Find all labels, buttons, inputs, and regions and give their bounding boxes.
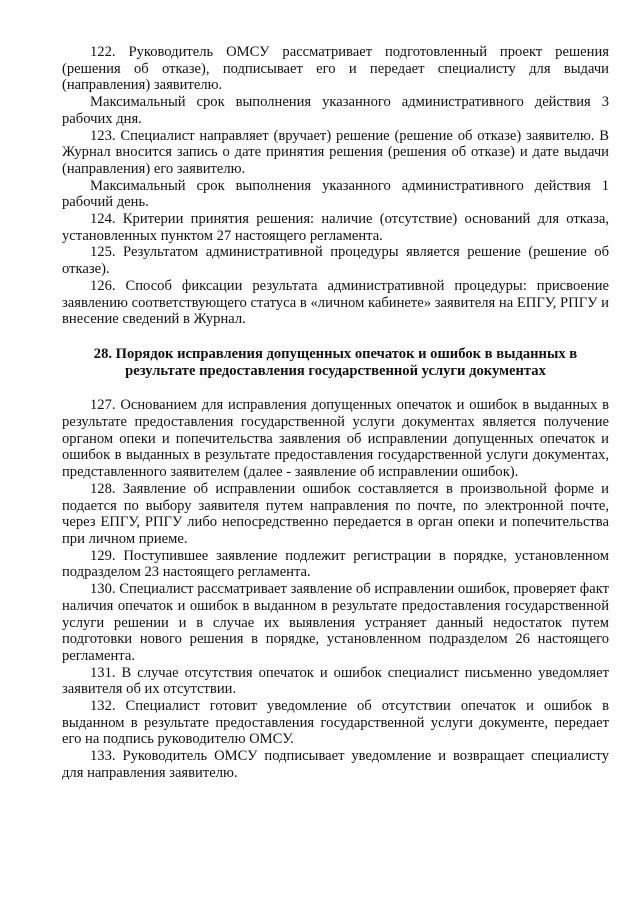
- paragraph-127: 127. Основанием для исправления допущенных опечаток и ошибок в выданных в результате предоставления государственной услуги документах является получение органом опеки и попечительства заявления об исправлении допущенных опечаток и ошибок в выданных в результате предоставления государственной услуги документах, представленного заявителем (далее - заявление об исправлении ошибок).: [62, 397, 609, 481]
- paragraph-133: 133. Руководитель ОМСУ подписывает уведомление и возвращает специалисту для направления заявителю.: [62, 748, 609, 781]
- section-title: 28. Порядок исправления допущенных опечаток и ошибок в выданных в результате предоставления государственной услуги документах: [93, 345, 578, 379]
- paragraph-131: 131. В случае отсутствия опечаток и ошибок специалист письменно уведомляет заявителя об их отсутствии.: [62, 664, 609, 698]
- paragraph-123: 123. Специалист направляет (вручает) решение (решение об отказе) заявителю. В Журнал вносится запись о дате принятия решения (решения об отказе) и дате выдачи (направления) его заявителю.: [62, 127, 609, 177]
- paragraph-128: 128. Заявление об исправлении ошибок составляется в произвольной форме и подается по выбору заявителя путем направления по почте, по электронной почте, через ЕПГУ, РПГУ либо непосредственно передается в орган опеки и попечительства при личном приеме.: [62, 480, 609, 547]
- document-page: [62, 44, 609, 782]
- paragraph-122: 122. Руководитель ОМСУ рассматривает подготовленный проект решения (решения об отказе), подписывает его и передает специалисту для выдачи (направления) заявителю.: [62, 44, 609, 94]
- paragraph-129: 129. Поступившее заявление подлежит регистрации в порядке, установленном подразделом 23 настоящего регламента.: [62, 547, 609, 581]
- paragraph-132: 132. Специалист готовит уведомление об отсутствии опечаток и ошибок в выданном в результате предоставления государственной услуги документе, передает его на подпись руководителю ОМСУ.: [62, 698, 609, 748]
- paragraph-124: 124. Критерии принятия решения: наличие (отсутствие) оснований для отказа, установленных пунктом 27 настоящего регламента.: [62, 211, 609, 244]
- paragraph-122-deadline: Максимальный срок выполнения указанного административного действия 3 рабочих дня.: [62, 94, 609, 127]
- paragraph-123-deadline: Максимальный срок выполнения указанного административного действия 1 рабочий день.: [62, 177, 609, 211]
- paragraph-130: 130. Специалист рассматривает заявление об исправлении ошибок, проверяет факт наличия опечаток и ошибок в выданном в результате предоставления государственной услуги решении и в случае их выявления устраняет данный недостаток путем подготовки нового решения в порядке, установленном подразделом 26 настоящего регламента.: [62, 581, 609, 664]
- paragraph-125: 125. Результатом административной процедуры является решение (решение об отказе).: [62, 244, 609, 278]
- paragraph-126: 126. Способ фиксации результата административной процедуры: присвоение заявлению соответствующего статуса в «личном кабинете» заявителя на ЕПГУ, РПГУ и внесение сведений в Журнал.: [62, 277, 609, 328]
